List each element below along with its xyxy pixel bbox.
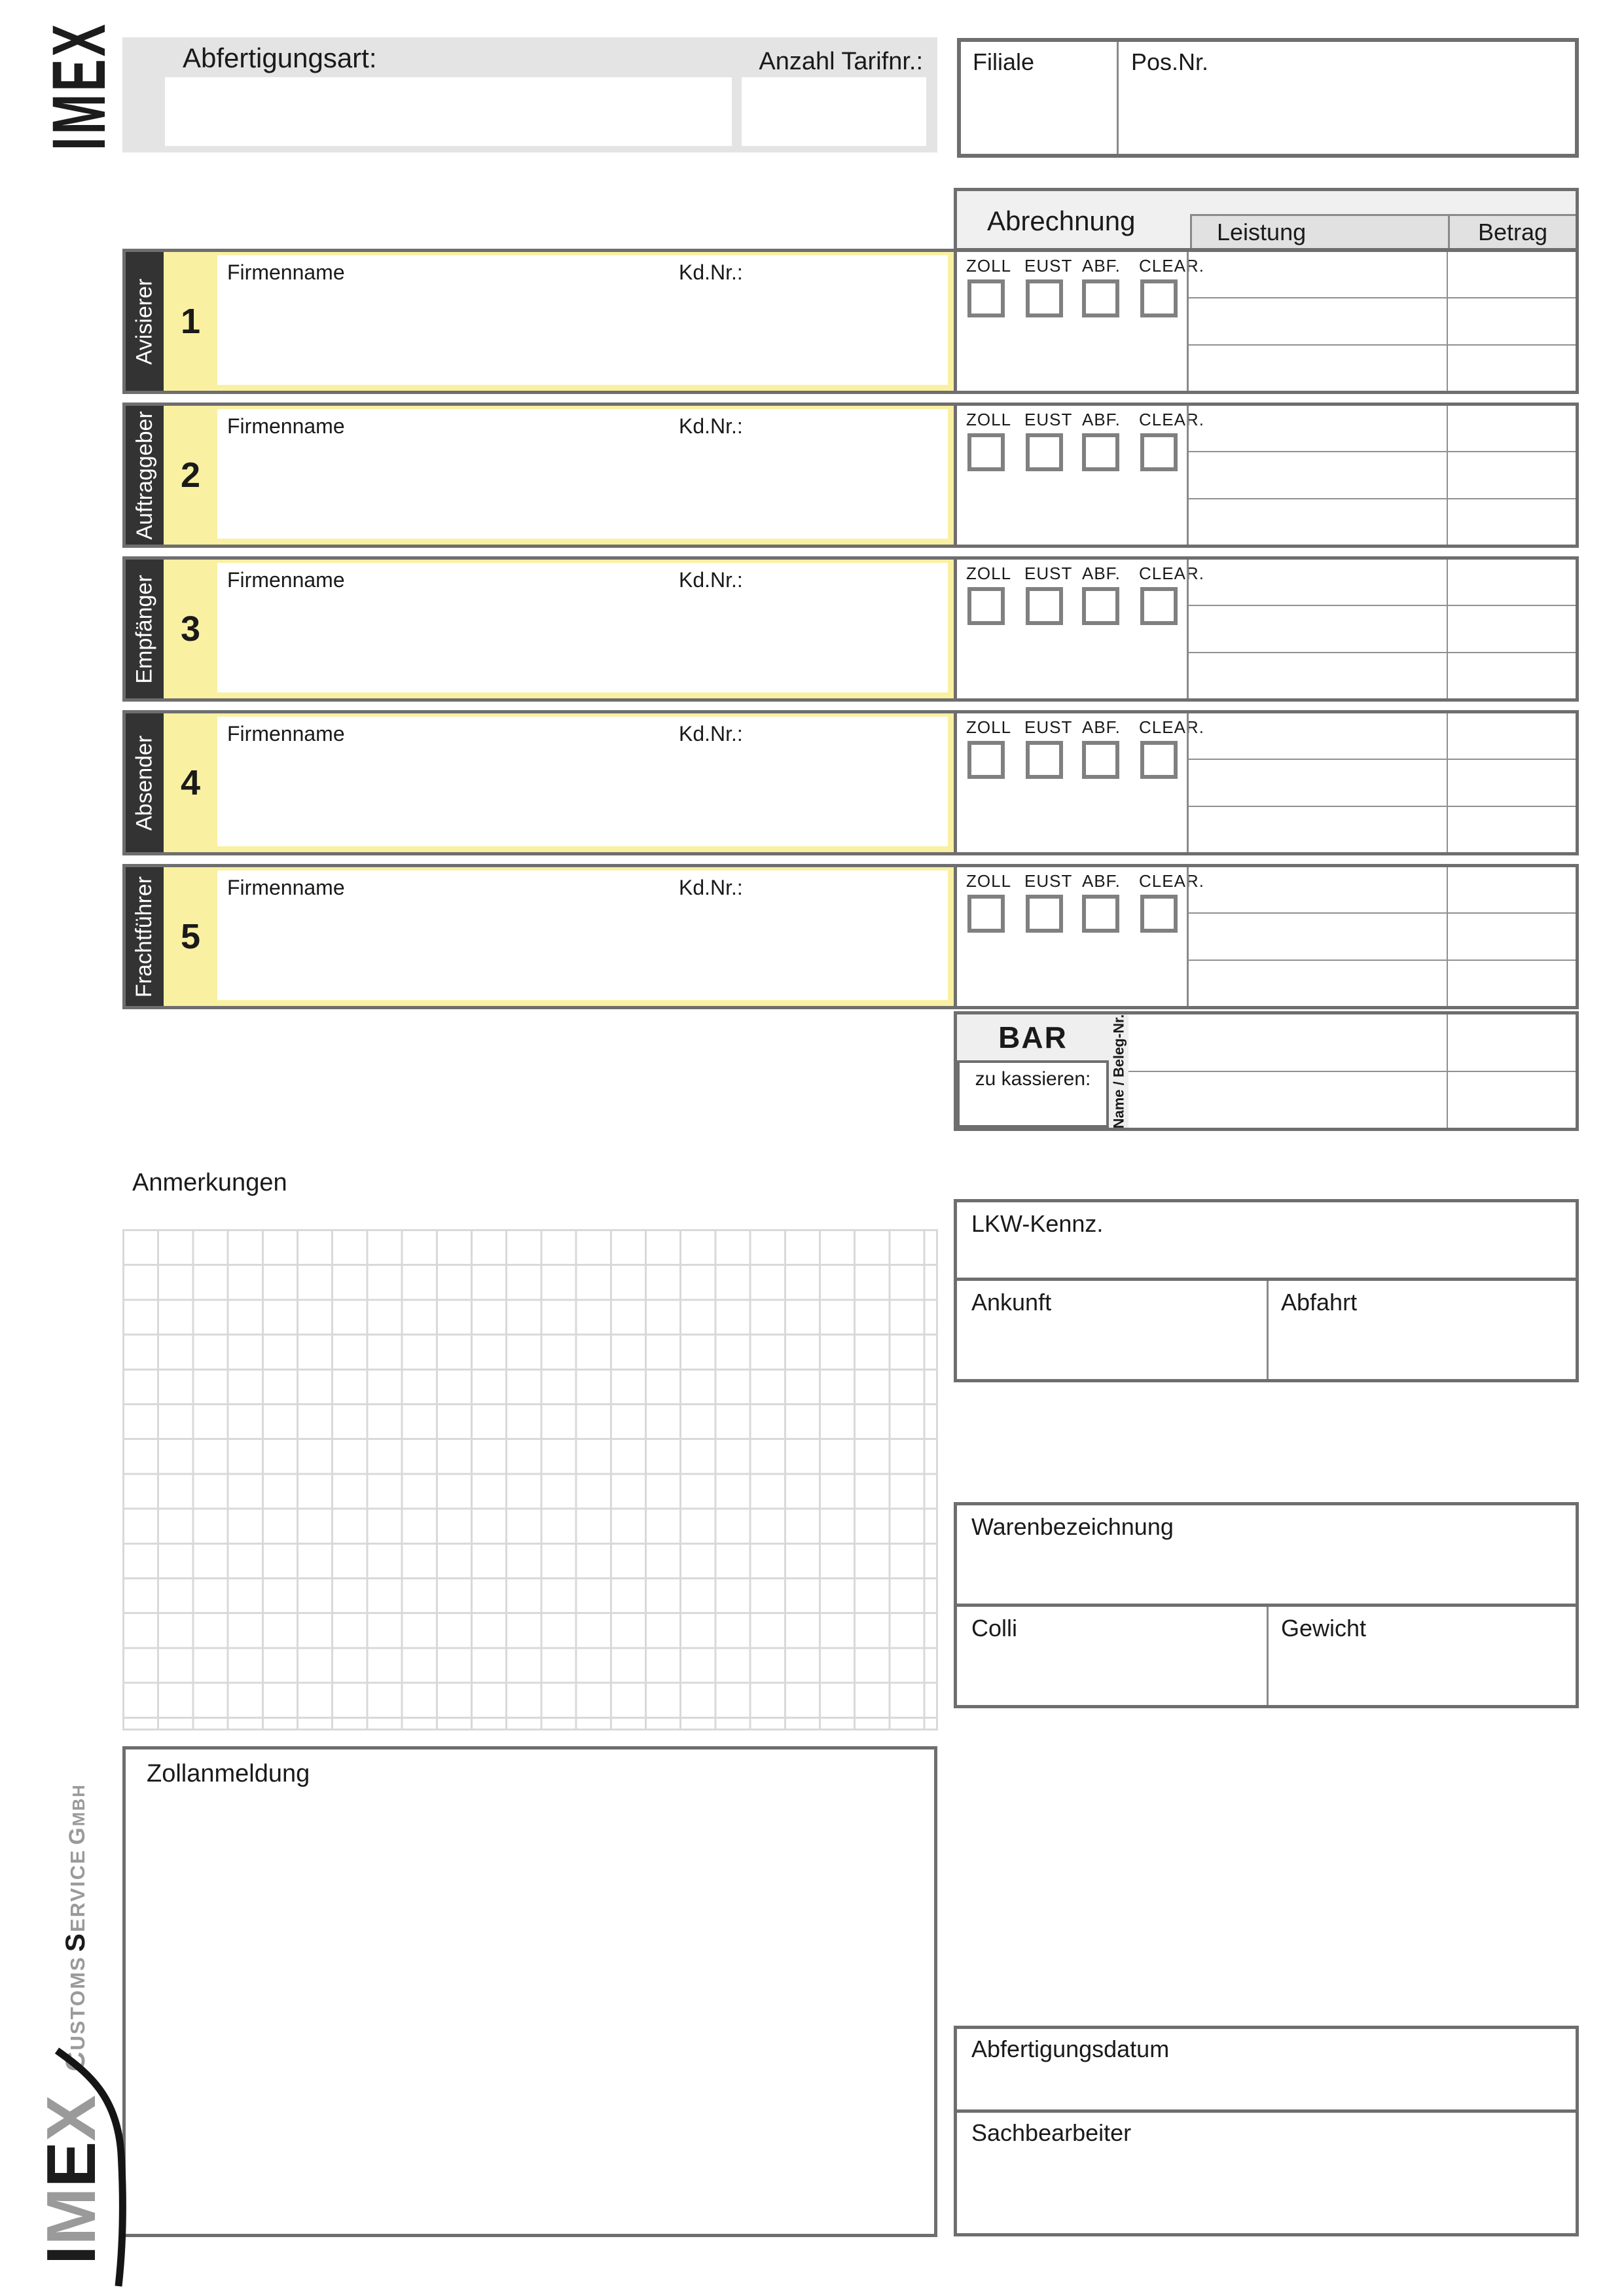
colli-label: Colli [971, 1615, 1018, 1641]
abrechnung-block-2 [954, 403, 1579, 548]
checkbox-area [957, 252, 1204, 391]
billing-rows [1187, 560, 1576, 698]
leistung-cell[interactable] [1189, 807, 1447, 852]
clear-checkbox[interactable] [1140, 741, 1178, 779]
firmenname-label: Firmenname [227, 260, 345, 284]
abfertigungsart-label: Abfertigungsart: [183, 43, 377, 73]
party-address-field[interactable] [217, 409, 948, 539]
checkbox-area [957, 867, 1204, 1006]
name-beleg-strip [1109, 1014, 1128, 1128]
party-number: 5 [180, 917, 201, 956]
header-band [122, 37, 937, 152]
party-address-field[interactable] [217, 717, 948, 846]
checkbox-area [957, 560, 1204, 698]
betrag-cell[interactable] [1447, 1014, 1576, 1071]
billing-row [1189, 713, 1576, 760]
billing-row [1189, 298, 1576, 345]
zoll-label: ZOLL [966, 871, 1012, 891]
imex-letter-x: X [33, 2094, 111, 2142]
bar-row [1128, 1072, 1576, 1128]
party-address-field[interactable] [217, 563, 948, 692]
leistung-cell[interactable] [1189, 914, 1447, 959]
role-label: Auftraggeber [132, 410, 157, 540]
betrag-cell[interactable] [1447, 867, 1576, 912]
betrag-cell[interactable] [1447, 346, 1576, 391]
clear-label: CLEAR. [1139, 410, 1204, 429]
kdnr-label: Kd.Nr.: [679, 568, 743, 592]
abrechnung-block-4 [954, 710, 1579, 855]
abf-label: ABF. [1082, 410, 1121, 429]
lkw-kennz-label: LKW-Kennz. [971, 1210, 1104, 1237]
abf-checkbox[interactable] [1082, 741, 1119, 779]
footer-divider [957, 2109, 1576, 2113]
role-label: Frachtführer [132, 876, 157, 997]
filiale-posnr-box [957, 38, 1579, 158]
leistung-cell[interactable] [1189, 961, 1447, 1006]
lkw-box [954, 1199, 1579, 1382]
billing-rows [1187, 713, 1576, 852]
eust-checkbox[interactable] [1026, 895, 1063, 933]
firmenname-label: Firmenname [227, 568, 345, 592]
abf-checkbox[interactable] [1082, 895, 1119, 933]
ankunft-label: Ankunft [971, 1289, 1052, 1316]
zoll-checkbox[interactable] [967, 587, 1005, 625]
billing-row [1189, 653, 1576, 698]
kdnr-label: Kd.Nr.: [679, 414, 743, 438]
eust-label: EUST [1024, 410, 1073, 429]
billing-row [1189, 346, 1576, 391]
zoll-label: ZOLL [966, 410, 1012, 429]
name-beleg-cell[interactable] [1128, 1014, 1447, 1071]
eust-label: EUST [1024, 871, 1073, 891]
eust-label: EUST [1024, 256, 1073, 276]
leistung-cell[interactable] [1189, 560, 1447, 605]
posnr-label: Pos.Nr. [1131, 48, 1209, 75]
anzahl-tarifnr-input[interactable] [742, 77, 926, 146]
abfertigungsart-input[interactable] [165, 77, 732, 146]
role-label: Empfänger [132, 574, 157, 684]
billing-row [1189, 560, 1576, 606]
name-beleg-cell[interactable] [1128, 1072, 1447, 1128]
party-block-empfaenger [122, 556, 957, 702]
clear-checkbox[interactable] [1140, 587, 1178, 625]
zoll-checkbox[interactable] [967, 741, 1005, 779]
logo-swoosh-icon [23, 1777, 131, 2296]
imex-logo-top [33, 17, 124, 154]
firmenname-label: Firmenname [227, 876, 345, 899]
role-label: Avisierer [132, 278, 157, 365]
party-address-field[interactable] [217, 870, 948, 1000]
sachbearbeiter-label: Sachbearbeiter [971, 2119, 1132, 2146]
clear-label: CLEAR. [1139, 256, 1204, 276]
leistung-cell[interactable] [1189, 499, 1447, 545]
abf-checkbox[interactable] [1082, 587, 1119, 625]
imex-letter-e: E [33, 2141, 111, 2187]
clear-label: CLEAR. [1139, 717, 1204, 737]
clear-checkbox[interactable] [1140, 895, 1178, 933]
kdnr-label: Kd.Nr.: [679, 722, 743, 745]
billing-row [1189, 499, 1576, 545]
zollanmeldung-label: Zollanmeldung [147, 1760, 310, 1787]
eust-checkbox[interactable] [1026, 587, 1063, 625]
leistung-cell[interactable] [1189, 346, 1447, 391]
party-block-auftraggeber [122, 403, 957, 548]
zoll-label: ZOLL [966, 717, 1012, 737]
role-strip [126, 560, 164, 698]
abrechnung-title: Abrechnung [987, 206, 1136, 236]
billing-rows [1187, 406, 1576, 545]
betrag-cell[interactable] [1447, 560, 1576, 605]
zoll-label: ZOLL [966, 256, 1012, 276]
abf-checkbox[interactable] [1082, 433, 1119, 471]
betrag-cell[interactable] [1447, 499, 1576, 545]
billing-rows [1187, 867, 1576, 1006]
role-strip [126, 713, 164, 852]
eust-checkbox[interactable] [1026, 741, 1063, 779]
gewicht-label: Gewicht [1281, 1615, 1367, 1641]
ankunft-abfahrt-divider [1267, 1281, 1269, 1379]
party-block-absender [122, 710, 957, 855]
party-number: 3 [180, 609, 201, 649]
billing-row [1189, 406, 1576, 452]
firmenname-label: Firmenname [227, 722, 345, 745]
checkbox-area [957, 713, 1204, 852]
anzahl-tarifnr-label: Anzahl Tarifnr.: [759, 48, 923, 75]
betrag-cell[interactable] [1447, 252, 1576, 297]
abfahrt-label: Abfahrt [1281, 1289, 1358, 1316]
abf-checkbox[interactable] [1082, 279, 1119, 317]
betrag-cell[interactable] [1447, 961, 1576, 1006]
imex-letter-i: I [33, 2245, 111, 2265]
billing-row [1189, 961, 1576, 1006]
billing-row [1189, 452, 1576, 499]
betrag-cell[interactable] [1447, 914, 1576, 959]
leistung-column-header: Leistung [1190, 214, 1448, 248]
leistung-cell[interactable] [1189, 298, 1447, 344]
clear-label: CLEAR. [1139, 871, 1204, 891]
leistung-cell[interactable] [1189, 452, 1447, 497]
party-block-avisierer [122, 249, 957, 394]
betrag-cell[interactable] [1447, 653, 1576, 698]
eust-label: EUST [1024, 717, 1073, 737]
bar-header: BAR [957, 1014, 1109, 1060]
leistung-cell[interactable] [1189, 760, 1447, 805]
leistung-cell[interactable] [1189, 252, 1447, 297]
billing-row [1189, 606, 1576, 653]
colli-gewicht-divider [1267, 1607, 1269, 1705]
warenbezeichnung-label: Warenbezeichnung [971, 1513, 1174, 1540]
service-ervice: ERVICE [66, 1849, 90, 1933]
filiale-posnr-divider [1117, 42, 1119, 154]
role-label: Absender [132, 735, 157, 831]
zu-kassieren-label: zu kassieren: [975, 1068, 1091, 1090]
imex-letter-m: M [33, 2187, 111, 2246]
betrag-cell[interactable] [1447, 807, 1576, 852]
zu-kassieren-field[interactable] [957, 1060, 1109, 1128]
betrag-cell[interactable] [1447, 298, 1576, 344]
bar-section [954, 1011, 1579, 1131]
party-number: 1 [180, 302, 201, 341]
betrag-cell[interactable] [1447, 1072, 1576, 1128]
zollanmeldung-box[interactable] [122, 1746, 937, 2237]
gmbh-g: G [65, 1826, 90, 1845]
bar-row [1128, 1014, 1576, 1072]
party-number: 4 [180, 763, 201, 802]
clear-checkbox[interactable] [1140, 433, 1178, 471]
leistung-cell[interactable] [1189, 713, 1447, 759]
clear-label: CLEAR. [1139, 564, 1204, 583]
firmenname-label: Firmenname [227, 414, 345, 438]
betrag-column-header: Betrag [1448, 214, 1576, 248]
role-strip [126, 406, 164, 545]
warenbezeichnung-box [954, 1502, 1579, 1708]
bar-rows [1128, 1014, 1576, 1128]
betrag-cell[interactable] [1447, 606, 1576, 651]
billing-row [1189, 807, 1576, 852]
kdnr-label: Kd.Nr.: [679, 260, 743, 284]
billing-row [1189, 914, 1576, 960]
imex-logo-bottom [23, 1777, 131, 2296]
leistung-cell[interactable] [1189, 653, 1447, 698]
betrag-cell[interactable] [1447, 713, 1576, 759]
billing-row [1189, 867, 1576, 914]
zoll-checkbox[interactable] [967, 433, 1005, 471]
anmerkungen-label: Anmerkungen [132, 1169, 287, 1196]
service-s: S [60, 1932, 91, 1952]
abf-label: ABF. [1082, 564, 1121, 583]
kdnr-label: Kd.Nr.: [679, 876, 743, 899]
imex-logo-top-text: IMEX [36, 21, 121, 151]
customs-c: C [60, 2050, 91, 2072]
abf-label: ABF. [1082, 717, 1121, 737]
leistung-cell[interactable] [1189, 867, 1447, 912]
abfertigungsdatum-label: Abfertigungsdatum [971, 2036, 1170, 2062]
name-beleg-label: Name / Beleg-Nr. [1110, 1014, 1127, 1128]
checkbox-area [957, 406, 1204, 545]
clear-checkbox[interactable] [1140, 279, 1178, 317]
betrag-cell[interactable] [1447, 760, 1576, 805]
role-strip [126, 867, 164, 1006]
leistung-cell[interactable] [1189, 606, 1447, 651]
billing-row [1189, 760, 1576, 806]
party-number: 2 [180, 456, 201, 495]
eust-label: EUST [1024, 564, 1073, 583]
gmbh-mbh: MBH [69, 1784, 89, 1827]
eust-checkbox[interactable] [1026, 279, 1063, 317]
leistung-cell[interactable] [1189, 406, 1447, 451]
billing-rows [1187, 252, 1576, 391]
betrag-cell[interactable] [1447, 406, 1576, 451]
abrechnung-block-5 [954, 864, 1579, 1009]
party-block-frachtfuehrer [122, 864, 957, 1009]
anmerkungen-grid[interactable] [122, 1229, 938, 1731]
abf-label: ABF. [1082, 871, 1121, 891]
abf-label: ABF. [1082, 256, 1121, 276]
filiale-label: Filiale [973, 48, 1035, 75]
customs-ustoms: USTOMS [66, 1956, 90, 2051]
billing-row [1189, 252, 1576, 298]
party-address-field[interactable] [217, 255, 948, 385]
footer-box [954, 2026, 1579, 2236]
betrag-cell[interactable] [1447, 452, 1576, 497]
eust-checkbox[interactable] [1026, 433, 1063, 471]
zoll-checkbox[interactable] [967, 895, 1005, 933]
role-strip [126, 252, 164, 391]
abrechnung-header [954, 188, 1579, 252]
abrechnung-block-1 [954, 249, 1579, 394]
zoll-checkbox[interactable] [967, 279, 1005, 317]
abrechnung-block-3 [954, 556, 1579, 702]
zoll-label: ZOLL [966, 564, 1012, 583]
